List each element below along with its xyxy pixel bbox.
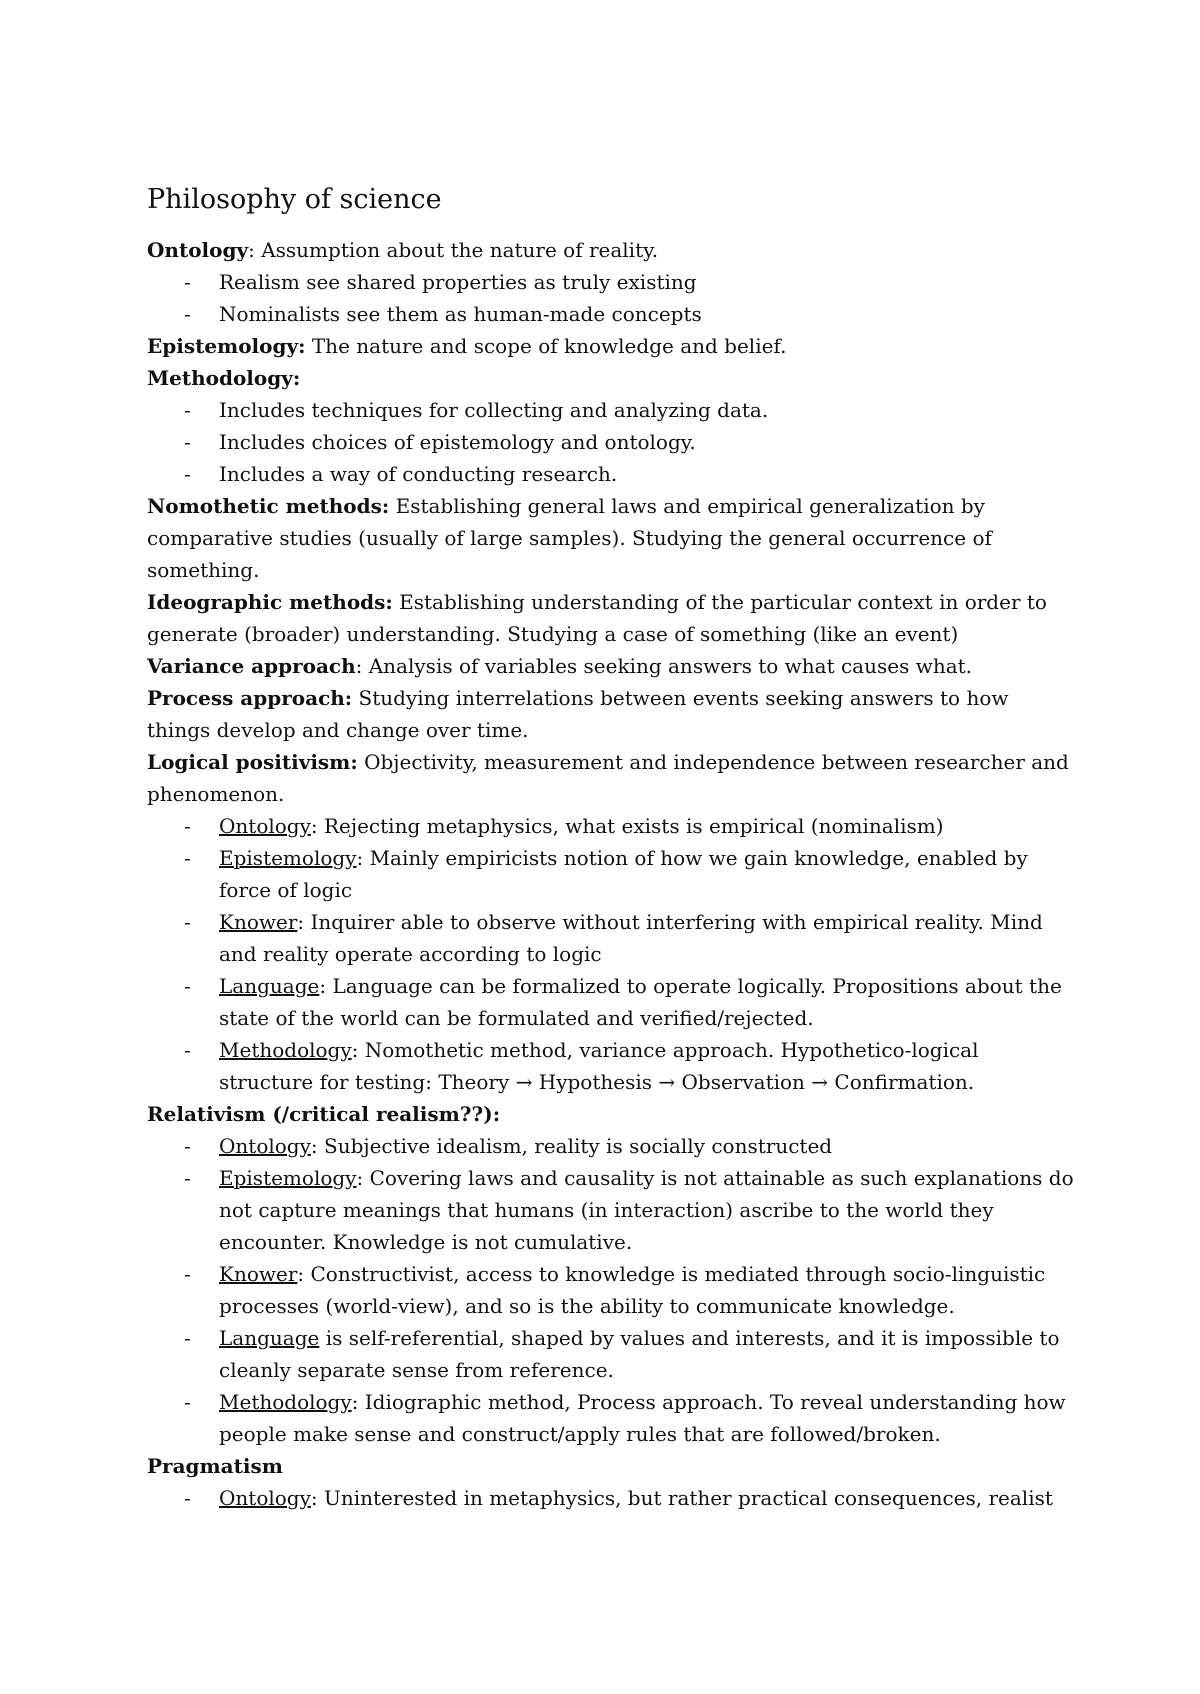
paragraph [147,682,1077,746]
list-item-text: : Nomothetic method, variance approach. Hypothetico-logical structure for testing: Theory → Hypothesis → Observation → Confirmation. [219,1038,979,1094]
paragraph [147,1450,1077,1482]
paragraph-term: Pragmatism [147,1454,283,1478]
dash-bullet-icon: - [184,974,191,998]
dash-list [147,810,1077,1098]
list-item [147,1386,1077,1450]
paragraph [147,330,1077,362]
list-item [147,426,1077,458]
list-item-term: Epistemology [219,846,357,870]
list-item-text: : Idiographic method, Process approach. To reveal understanding how people make sense and construct/apply rules that are followed/broken. [219,1390,1066,1446]
list-item-term: Epistemology [219,1166,357,1190]
dash-bullet-icon: - [184,1134,191,1158]
list-item-term: Ontology [219,1486,311,1510]
paragraph-text: Assumption about the nature of reality. [261,238,659,262]
list-item [147,810,1077,842]
list-item [147,906,1077,970]
list-item-text: : Covering laws and causality is not attainable as such explanations do not capture meanings that humans (in interaction) ascribe to the world they encounter. Knowledge is not cumulative. [219,1166,1074,1254]
dash-bullet-icon: - [184,1390,191,1414]
dash-list [147,266,1077,330]
list-item-term: Language [219,1326,320,1350]
list-item [147,842,1077,906]
list-item-term: Knower [219,910,298,934]
paragraph-text: Studying interrelations between events seeking answers to how things develop and change over time. [147,686,1009,742]
paragraph [147,586,1077,650]
dash-list [147,394,1077,490]
dash-bullet-icon: - [184,910,191,934]
paragraph [147,746,1077,810]
list-item-term: Ontology [219,1134,311,1158]
paragraph: Variance approach: Analysis of variables seeking answers to what causes what. [147,654,973,678]
dash-list [147,1130,1077,1450]
list-item [147,298,1077,330]
list-item [147,1258,1077,1322]
list-item-term: Ontology [219,814,311,838]
list-item [147,1034,1077,1098]
list-item-text: Nominalists see them as human-made concepts [219,302,702,326]
list-item-term: Knower [219,1262,298,1286]
list-item-text: is self-referential, shaped by values and interests, and it is impossible to cleanly separate sense from reference. [219,1326,1060,1382]
paragraph-term: Nomothetic methods: [147,494,390,518]
paragraph-term: Methodology: [147,366,301,390]
dash-bullet-icon: - [184,846,191,870]
dash-bullet-icon: - [184,1326,191,1350]
paragraph-text: Analysis of variables seeking answers to what causes what. [368,654,973,678]
list-item [147,1482,1077,1514]
paragraph-text: Objectivity, measurement and independence between researcher and phenomenon. [147,750,1069,806]
list-item-term: Language [219,974,320,998]
paragraph-term: Relativism (/critical realism??): [147,1102,501,1126]
list-item [147,394,1077,426]
dash-bullet-icon: - [184,270,191,294]
list-item-term: Methodology [219,1038,352,1062]
paragraph-text: Establishing understanding of the particular context in order to generate (broader) understanding. Studying a case of something (like an event) [147,590,1047,646]
document-body [147,234,1077,1514]
list-item [147,458,1077,490]
list-item [147,1162,1077,1258]
list-item-term: Methodology [219,1390,352,1414]
list-item-text: : Constructivist, access to knowledge is mediated through socio-linguistic processes (world-view), and so is the ability to communicate knowledge. [219,1262,1046,1318]
dash-bullet-icon: - [184,1262,191,1286]
dash-bullet-icon: - [184,398,191,422]
paragraph-term: Epistemology: [147,334,306,358]
paragraph [147,362,1077,394]
list-item [147,266,1077,298]
paragraph-term: Ontology [147,238,249,262]
list-item-text: Realism see shared properties as truly existing [219,270,697,294]
dash-bullet-icon: - [184,1038,191,1062]
list-item [147,1322,1077,1386]
list-item-text: Includes techniques for collecting and analyzing data. [219,398,769,422]
list-item-text: : Uninterested in metaphysics, but rather practical consequences, realist [310,1486,1053,1510]
list-item-text: : Subjective idealism, reality is socially constructed [310,1134,833,1158]
dash-bullet-icon: - [184,1166,191,1190]
list-item-text: : Inquirer able to observe without interfering with empirical reality. Mind and reality operate according to logic [219,910,1043,966]
dash-bullet-icon: - [184,462,191,486]
list-item-text: : Language can be formalized to operate logically. Propositions about the state of the world can be formulated and verified/rejected. [219,974,1062,1030]
paragraph-term: Variance approach [147,654,356,678]
paragraph-term: Ideographic methods: [147,590,393,614]
paragraph: Ontology: Assumption about the nature of reality. [147,238,659,262]
dash-bullet-icon: - [184,302,191,326]
paragraph [147,1098,1077,1130]
paragraph-term: Logical positivism: [147,750,358,774]
dash-bullet-icon: - [184,1486,191,1510]
paragraph-text: Establishing general laws and empirical generalization by comparative studies (usually of large samples). Studying the general occurrence of something. [147,494,992,582]
list-item [147,1130,1077,1162]
paragraph-term: Process approach: [147,686,353,710]
paragraph-text: The nature and scope of knowledge and belief. [311,334,787,358]
list-item-text: : Mainly empiricists notion of how we gain knowledge, enabled by force of logic [219,846,1028,902]
dash-list [147,1482,1077,1514]
dash-bullet-icon: - [184,814,191,838]
list-item-text: Includes choices of epistemology and ontology. [219,430,696,454]
document-page [147,180,1077,1514]
list-item-text: : Rejecting metaphysics, what exists is empirical (nominalism) [310,814,944,838]
list-item-text: Includes a way of conducting research. [219,462,618,486]
dash-bullet-icon: - [184,430,191,454]
document-title: Philosophy of science [147,184,442,215]
list-item [147,970,1077,1034]
paragraph [147,490,1077,586]
